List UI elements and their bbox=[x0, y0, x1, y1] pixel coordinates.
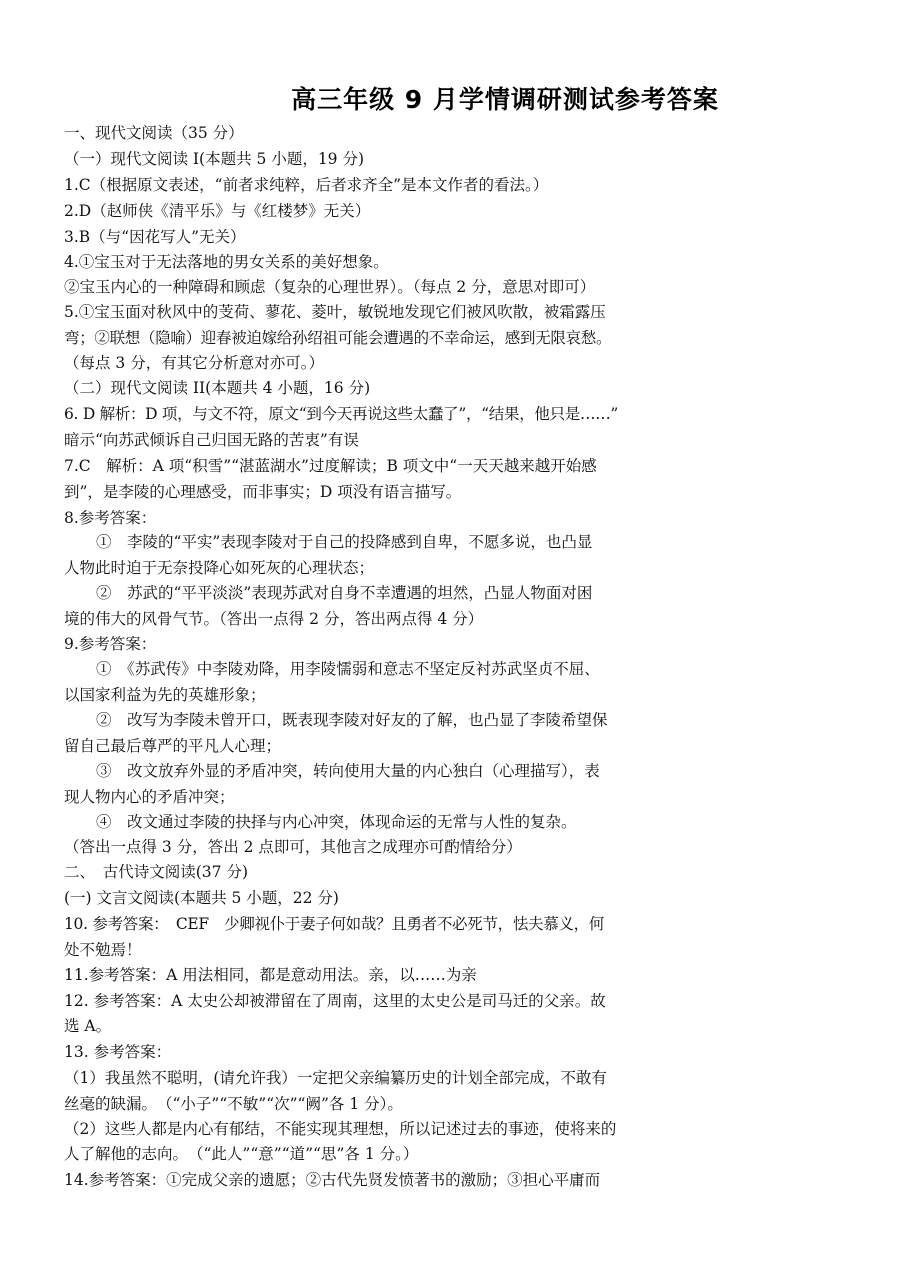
answer-line: 暗示“向苏武倾诉自己归国无路的苦衷”有误 bbox=[64, 431, 359, 449]
answer-line: 丝毫的缺漏。 （“小子”“不敏”“次”“阙”各 1 分）。 bbox=[64, 1095, 403, 1113]
answer-line: 11.参考答案：A 用法相同，都是意动用法。亲，以……为亲 bbox=[64, 966, 477, 984]
answer-line: 留自己最后尊严的平凡人心理； bbox=[64, 737, 282, 755]
answer-line: 4.①宝玉对于无法落地的男女关系的美好想象。 bbox=[64, 253, 389, 271]
answer-line: 12. 参考答案：A 太史公却被滞留在了周南，这里的太史公是司马迁的父亲。故 bbox=[64, 992, 606, 1010]
page-title: 高三年级 9 月学情调研测试参考答案 bbox=[291, 85, 719, 114]
answer-line: 14.参考答案：①完成父亲的遗愿；②古代先贤发愤著书的激励；③担心平庸而 bbox=[64, 1171, 601, 1189]
answer-point: ④ 改文通过李陵的抉择与内心冲突，体现命运的无常与人性的复杂。 bbox=[96, 813, 577, 831]
answer-line: 弯；②联想（隐喻）迎春被迫嫁给孙绍祖可能会遭遇的不幸命运，感到无限哀愁。 bbox=[64, 329, 612, 347]
answer-point: ② 改写为李陵未曾开口，既表现李陵对好友的了解，也凸显了李陵希望保 bbox=[96, 711, 608, 729]
answer-line: 境的伟大的风骨气节。（答出一点得 2 分，答出两点得 4 分） bbox=[64, 610, 484, 628]
subsection-heading: (一) 文言文阅读(本题共 5 小题，22 分) bbox=[64, 889, 339, 907]
answer-line: 以国家利益为先的英雄形象； bbox=[64, 686, 266, 704]
answer-line: 到”，是李陵的心理感受，而非事实；D 项没有语言描写。 bbox=[64, 483, 462, 501]
answer-line: 3.B（与“因花写人”无关） bbox=[64, 228, 246, 246]
answer-line: 现人物内心的矛盾冲突； bbox=[64, 788, 235, 806]
section-heading: 二、 古代诗文阅读(37 分) bbox=[64, 863, 248, 881]
answer-point: ③ 改文放弃外显的矛盾冲突，转向使用大量的内心独白（心理描写），表 bbox=[96, 762, 600, 780]
answer-line: 选 A。 bbox=[64, 1017, 112, 1035]
answer-line: 1.C（根据原文表述，“前者求纯粹，后者求齐全”是本文作者的看法。） bbox=[64, 176, 549, 194]
answer-line: 2.D（赵师侠《清平乐》与《红楼梦》无关） bbox=[64, 202, 371, 220]
subsection-heading: （一）现代文阅读 I(本题共 5 小题，19 分) bbox=[64, 150, 365, 168]
answer-line: （每点 3 分，有其它分析意对亦可。） bbox=[64, 354, 324, 372]
answer-line: 5.①宝玉面对秋风中的芰荷、蓼花、菱叶，敏锐地发现它们被风吹散，被霜露压 bbox=[64, 303, 606, 321]
answer-point: ① 李陵的“平实”表现李陵对于自己的投降感到自卑，不愿多说，也凸显 bbox=[96, 533, 593, 551]
answer-line: 9.参考答案： bbox=[64, 635, 157, 653]
answer-line: 6. D 解析：D 项，与文不符，原文“到今天再说这些太蠢了”，“结果，他只是……” bbox=[64, 405, 619, 423]
answer-line: （1）我虽然不聪明，(请允许我）一定把父亲编纂历史的计划全部完成，不敢有 bbox=[64, 1069, 607, 1087]
answer-point: ② 苏武的“平平淡淡”表现苏武对自身不幸遭遇的坦然，凸显人物面对困 bbox=[96, 584, 593, 602]
answer-line: 人物此时迫于无奈投降心如死灰的心理状态； bbox=[64, 559, 375, 577]
answer-line: 人了解他的志向。 （“此人”“意”“道”“思”各 1 分。） bbox=[64, 1145, 419, 1163]
answer-line: 10. 参考答案： CEF 少卿视仆于妻子何如哉？且勇者不必死节，怯夫慕义，何 bbox=[64, 915, 605, 933]
answer-line: （2）这些人都是内心有郁结，不能实现其理想，所以记述过去的事迹，使将来的 bbox=[64, 1120, 617, 1138]
answer-line: 13. 参考答案： bbox=[64, 1043, 172, 1061]
subsection-heading: （二）现代文阅读 II(本题共 4 小题，16 分) bbox=[64, 379, 371, 397]
answer-line: 7.C 解析：A 项“积雪”“湛蓝湖水”过度解读；B 项文中“一天天越来越开始感 bbox=[64, 457, 597, 475]
answer-line: （答出一点得 3 分，答出 2 点即可，其他言之成理亦可酌情给分） bbox=[64, 838, 522, 856]
answer-line: ②宝玉内心的一种障碍和顾虑（复杂的心理世界）。（每点 2 分，意思对即可） bbox=[64, 278, 596, 296]
section-heading: 一、现代文阅读（35 分） bbox=[64, 124, 244, 142]
answer-point: ① 《苏武传》中李陵劝降，用李陵懦弱和意志不坚定反衬苏武坚贞不屈、 bbox=[96, 660, 600, 678]
answer-line: 处不勉焉！ bbox=[64, 941, 142, 959]
answer-line: 8.参考答案： bbox=[64, 509, 157, 527]
